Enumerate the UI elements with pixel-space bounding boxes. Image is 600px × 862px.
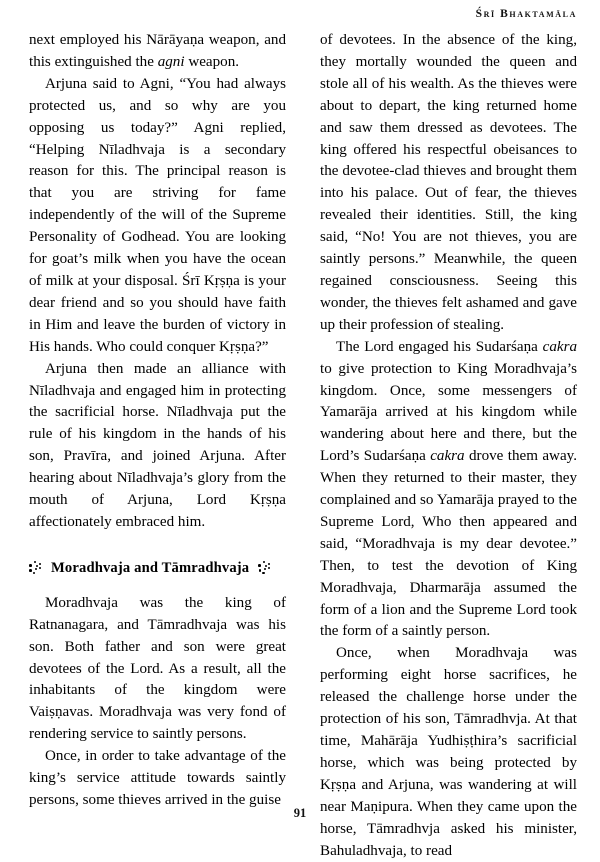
paragraph: of devotees. In the absence of the king, they mortally wounded the queen and stole all of his wealth. As the thieves were about to depart, the king returned home and saw them dressed as devotees. The king offered his respectful obeisances to the devotee-clad thieves and brought them into his palace. Out of fear, the thieves revealed their identities. Still, the king said, “No! You are not thieves, you are saintly persons.” Meanwhile, the queen regained consciousness. Seeing this wonder, the thieves felt ashamed and gave up their profession of stealing. xyxy=(320,32,577,333)
paragraph: The Lord engaged his Sudarśaṇa cakra to give protection to King Moradhvaja’s kingdom. Once, some messengers of Yamarāja arrived at his kingdom while wandering about here and there, but the Lord’s Sudarśaṇa cakra drove them away. When they returned to their master, they complained and so Yamarāja prayed to the Supreme Lord, Who then appeared and said, “Moradhvaja is my dear devotee.” Then, to test the devotion of King Moradhvaja, Dharmarāja assumed the form of a lion and the Supreme Lord took the form of a saintly person. xyxy=(320,338,577,640)
paragraph: Moradhvaja was the king of Ratnanagara, and Tāmradhvaja was his son. Both father and son were great devotees of the Lord. As a result, all the inhabitants of the kingdom were Vaiṣṇavas. Moradhvaja was very fond of rendering service to saintly persons. xyxy=(29,594,286,743)
section-heading xyxy=(29,560,286,577)
paragraph: Arjuna then made an alliance with Nīladhvaja and engaged him in protecting the sacrificial horse. Nīladhvaja put the rule of his kingdom in the hands of his son, Pravīra, and joined Arjuna. After hearing about Nīladhvaja’s glory from the mouth of Arjuna, Lord Kṛṣṇa affectionately embraced him. xyxy=(29,360,286,530)
paragraph: Once, when Moradhvaja was performing eight horse sacrifices, he released the challenge horse under the protection of his son, Tāmradhvja. At that time, Mahārāja Yudhiṣṭhira’s sacrificial horse, which was being protected by Kṛṣṇa and Arjuna, was wandering at will near Maṇipura. When they came upon the horse, Tāmradhvja asked his minister, Bahuladhvaja, to read xyxy=(320,645,577,859)
paragraph: Once, in order to take advantage of the king’s service attitude towards saintly persons, some thieves arrived in the guise xyxy=(29,748,286,808)
paragraph: next employed his Nārāyaṇa weapon, and this extinguished the agni weapon. xyxy=(29,32,286,70)
dot-cluster-ornament-icon xyxy=(258,560,271,576)
italic-term: cakra xyxy=(430,448,465,465)
page-number: 91 xyxy=(293,806,307,820)
paragraph: Arjuna said to Agni, “You had always protected us, and so why are you opposing us today?” Agni replied, “Helping Nīladhvaja is a secondary reason for this. The principal reason is that you are striving for fame independently of the will of the Supreme Personality of Godhead. You are looking for goat’s milk when you have the ocean of milk at your disposal. Śrī Kṛṣṇa is your dear friend and so you should have faith in Him and leave the burden of victory in His hands. Who could conquer Kṛṣṇa?” xyxy=(29,75,286,355)
left-column xyxy=(29,30,286,812)
dot-cluster-ornament-icon xyxy=(29,560,42,576)
italic-term: cakra xyxy=(542,338,577,355)
right-column xyxy=(320,30,577,862)
running-header: Śrī Bhaktamāla xyxy=(475,8,577,20)
italic-term: agni xyxy=(157,53,185,70)
section-heading-label: Moradhvaja and Tāmradhvaja xyxy=(51,559,250,576)
